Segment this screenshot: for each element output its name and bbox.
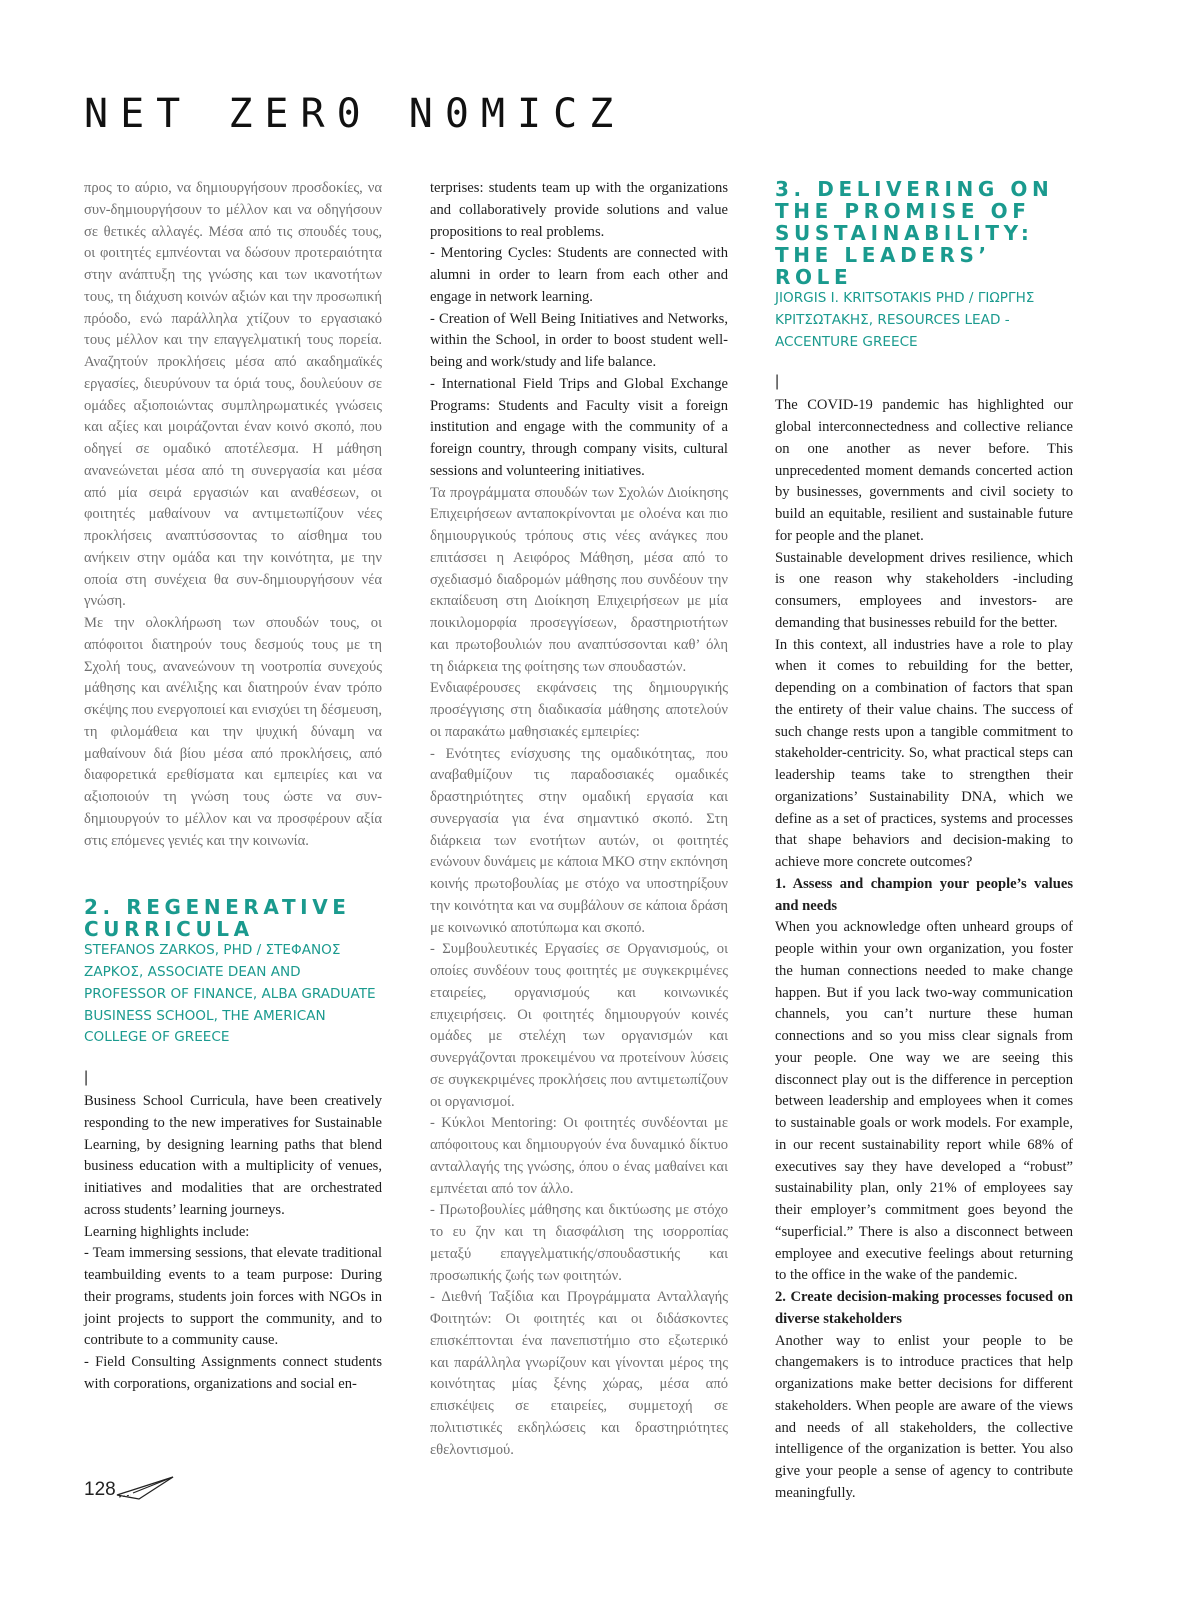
author-byline: STEFANOS ZARKOS, PHD / ΣΤΕΦΑΝΟΣ ΖΑΡΚΟΣ, ASSOCIATE DEAN AND PROFESSOR OF FINANCE, ALBA GRADUATE BUSINESS SCHOOL, THE AMERICAN COLLEGE OF GREECE [84,942,376,1046]
body-paragraph: When you acknowledge often unheard groups of people within your own organization, you foster the human connections needed to make change happen. But if you lack two-way communication channels, you can’t nurture these human connections and so you miss clear signals from your people. One way we are seeing this disconnect play out is the difference in perception between leadership and employees when it comes to sustainable goals or work models. For example, in our recent sustainability report while 68% of executives say they have developed a “robust” sustainability plan, only 21% of employees say their employer’s commitment goes beyond the “superficial.” There is also a disconnect between employee and executive feelings about returning to the office in the wake of the pandemic. [775,919,1073,1284]
body-paragraph: - Team immersing sessions, that elevate traditional teambuilding events to a team purpose: During their programs, students join forces with NGOs in joint projects to support the community, and to contribute to a community cause. [84,1245,382,1349]
section-heading: 3. DELIVERING ON THE PROMISE OF SUSTAINABILITY: THE LEADERS’ ROLE [775,177,1054,289]
body-paragraph: - Creation of Well Being Initiatives and Networks, within the School, in order to boost student well-being and work/study and life balance. [430,310,728,370]
subheading: 2. Create decision-making processes focused on diverse stakeholders [775,1289,1073,1327]
body-paragraph: - International Field Trips and Global Exchange Programs: Students and Faculty visit a foreign institution and engage with the community of a foreign country, through company visits, cultural sessions and volunteering initiatives. [430,375,728,479]
body-paragraph: Τα προγράμματα σπουδών των Σχολών Διοίκησης Επιχειρήσεων ανταποκρίνονται με ολοένα και πιο δημιουργικούς τρόπους στις νέες ανάγκες που επιτάσσει η Αειφόρος Μάθηση, μέσα από το σχεδιασμό διαδρομών μάθησης που συνδέουν την εκπαίδευση στη Διοίκηση Επιχειρήσεων με μία ποικιλομορφία προσεγγίσεων, δραστηριοτήτων και πρωτοβουλιών που αναπτύσσονται καθ’ όλη τη διάρκεια της φοίτησης των σπουδαστών. [430,484,728,675]
separator-bar: | [775,373,780,391]
body-paragraph: Learning highlights include: [84,1223,250,1240]
magazine-masthead: NET ZER0 N0MICZ [84,91,626,137]
body-paragraph: προς το αύριο, να δημιουργήσουν προσδοκίες, να συν-δημιουργήσουν το μέλλον και να οδηγήσουν σε θετικές αλλαγές. Μέσα από τις σπουδές τους, οι φοιτητές εμπνέονται να δώσουν προτεραιότητα στην ανάπτυξη της γνώσης και των ικανοτήτων τους, τη διάχυση κοινών αξιών και την προσωπική πρόοδο, ενώ παράλληλα χτίζουν το εργασιακό τους μέλλον και την επαγγελματική τους πορεία. Αναζητούν προκλήσεις μέσα από ακαδημαϊκές εργασίες, διευρύνουν τα όριά τους, δουλεύουν σε ομάδες αξιοποιώντας συμπληρωματικές γνώσεις και αξίες και μοιράζονται έναν κοινό σκοπό, που οδηγεί σε ομαδικό αποτέλεσμα. Η μάθηση ανανεώνεται μέσα από τη συνεργασία και μέσα από μία σειρά εργασιών και αναθέσεων, οι φοιτητές μαθαίνουν να αντιμετωπίζουν νέες προκλήσεις αναπτύσσοντας το αίσθημα του ανήκειν στην ομάδα και την κοινότητα, με την οποία στη συνέχεια θα συν-δημιουργήσουν νέα γνώση. [84,180,382,610]
body-paragraph: In this context, all industries have a role to play when it comes to rebuilding for the better, depending on a combination of factors that span the entirety of their value chains. The success of such change rests upon a tangible commitment to stakeholder-centricity. So, what practical steps can leadership teams take to strengthen their organizations’ Sustainability DNA, which we define as a set of practices, systems and processes that shape behaviors and decision-making to achieve more concrete outcomes? [775,636,1073,870]
body-paragraph: - Διεθνή Ταξίδια και Προγράμματα Ανταλλαγής Φοιτητών: Οι φοιτητές και οι διδάσκοντες επισκέπτονται ένα πανεπιστήμιο στο εξωτερικό και παράλληλα γνωρίζουν και γίνονται μέρος της κοινότητας μίας ξένης χώρας, μέσα από επισκέψεις σε εταιρείες, συμμετοχή σε πολιτιστικές εκδηλώσεις και δραστηριότητες εθελοντισμού. [430,1289,728,1458]
separator-bar: | [84,1069,89,1086]
subheading: 1. Assess and champion your people’s values and needs [775,875,1073,914]
body-paragraph: terprises: students team up with the organizations and collaboratively provide solutions and value propositions to real problems. [430,180,728,240]
body-paragraph: - Συμβουλευτικές Εργασίες σε Οργανισμούς, οι οποίες συνδέουν τους φοιτητές με συγκεκριμένες εταιρείες, οργανισμούς και κοινωνικές επιχειρήσεις. Οι φοιτητές δημιουργούν κοινές ομάδες με στελέχη των οργανισμών και συνεργάζονται προκειμένου να προτείνουν λύσεις σε συγκεκριμένες προκλήσεις που αντιμετωπίζουν οι οργανισμοί. [430,941,728,1110]
page-number: 128 [84,1479,116,1500]
body-paragraph: - Πρωτοβουλίες μάθησης και δικτύωσης με στόχο το ευ ζην και τη διασφάλιση της ισορροπίας μεταξύ επαγγελματικής/σπουδαστικής και προσωπικής ζωής των φοιτητών. [430,1202,728,1284]
column-2 [430,178,728,1461]
body-paragraph: Με την ολοκλήρωση των σπουδών τους, οι απόφοιτοι διατηρούν τους δεσμούς τους με τη Σχολή τους, ανανεώνουν τη νοοτροπία συνεχούς μάθησης και ανέλιξης και διατηρούν έναν τρόπο σκέψης που ενεργοποιεί και ενισχύει τη δέσμευση, τη φιλομάθεια και την ψυχική δύναμη να μαθαίνουν διά βίου μέσα από προκλήσεις, από διαφορετικά ερεθίσματα και εμπειρίες και να αξιοποιούν τη γνώση τους ώστε να συν-δημιουργούν το μέλλον και να προσφέρουν αξία στις επόμενες γενιές και την κοινωνία. [84,615,382,849]
body-paragraph: Sustainable development drives resilience, which is one reason why stakeholders -including consumers, employees and investors- are demanding that businesses rebuild for the better. [775,549,1073,631]
body-paragraph: - Mentoring Cycles: Students are connected with alumni in order to learn from each other and engage in network learning. [430,245,728,305]
section-heading: 2. REGENERATIVE CURRICULA [84,895,351,942]
section-2 [84,896,382,1395]
author-byline: JIORGIS I. KRITSOTAKIS PHD / ΓΙΩΡΓΗΣ ΚΡΙΤΣΩΤΑΚΗΣ, RESOURCES LEAD - ACCENTURE GREECE [775,290,1035,350]
body-paragraph: - Ενότητες ενίσχυσης της ομαδικότητας, που αναβαθμίζουν τις παραδοσιακές ομαδικές δραστηριότητες στην ομαδική εργασία και συνεργασία για ένα σημαντικό σκοπό. Στη διάρκεια των ενοτήτων αυτών, οι φοιτητές ενώνουν δυνάμεις με κάποια ΜΚΟ στην εκπόνηση κοινής πρωτοβουλίας με στόχο να υποστηρίξουν την κοινότητα και να συμβάλουν σε κάποια δράση με κοινωνικό αποτύπωμα και σκοπό. [430,745,728,936]
body-paragraph: Another way to enlist your people to be changemakers is to introduce practices that help organizations make better decisions for different stakeholders. When people are aware of the views and needs of all stakeholders, the collective intelligence of the organization is better. You also give your people a sense of agency to contribute meaningfully. [775,1332,1073,1501]
body-paragraph: Ενδιαφέρουσες εκφάνσεις της δημιουργικής προσέγγισης στη διαδικασία μάθησης αποτελούν οι παρακάτω μαθησιακές εμπειρίες: [430,680,728,740]
body-paragraph: Business School Curricula, have been creatively responding to the new imperatives for Sustainable Learning, by designing learning paths that blend business education with a multiplicity of venues, initiatives and modalities that are orchestrated across students’ learning journeys. [84,1093,382,1218]
paper-plane-icon [115,1475,175,1503]
body-paragraph: The COVID-19 pandemic has highlighted our global interconnectedness and collective reliance on one another as never before. This unprecedented moment demands concerted action by businesses, governments and civil society to build an equitable, resilient and sustainable future for people and the planet. [775,397,1073,544]
column-1 [84,178,382,1396]
body-paragraph: - Κύκλοι Mentoring: Οι φοιτητές συνδέονται με απόφοιτους και δημιουργούν ένα δυναμικό δίκτυο ανταλλαγής της γνώσης, όπου ο ένας μαθαίνει και εμπνέεται από τον άλλο. [430,1115,728,1197]
column-3 [775,178,1073,1505]
body-paragraph: - Field Consulting Assignments connect students with corporations, organizations and social en- [84,1354,382,1392]
